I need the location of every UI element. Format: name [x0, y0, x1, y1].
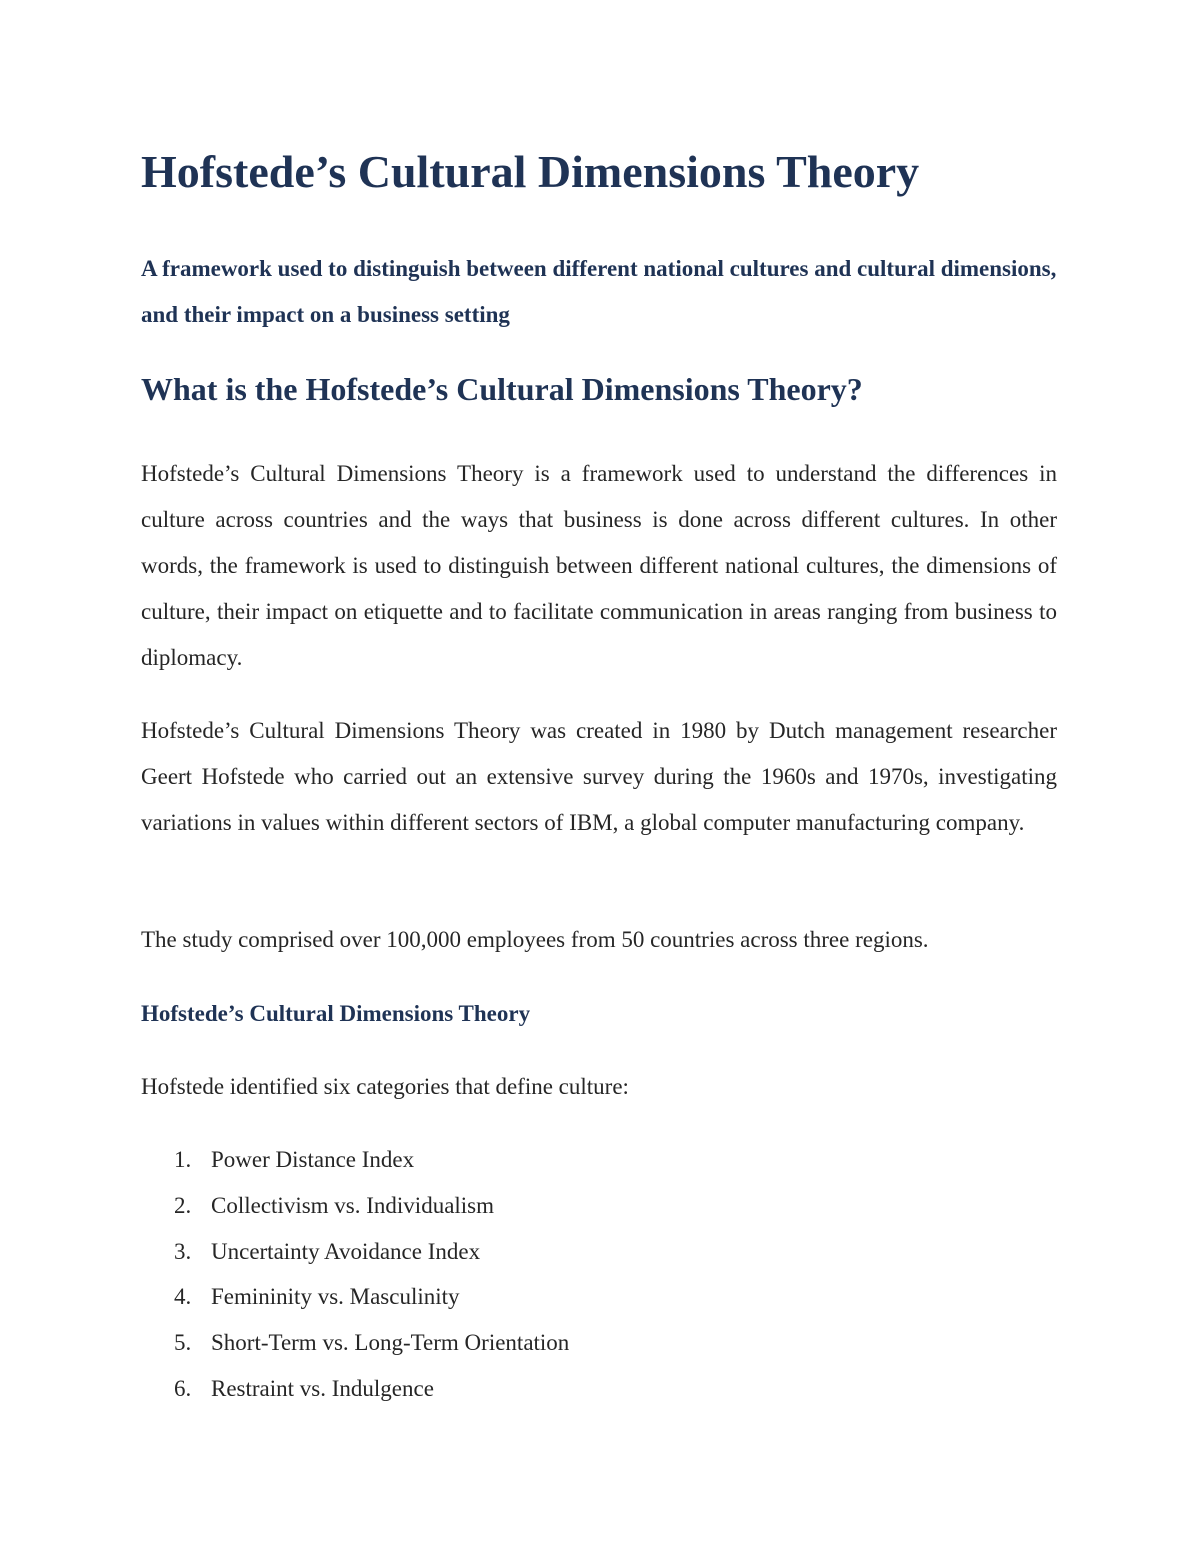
list-item-number: 3. [174, 1238, 192, 1264]
list-item-text: Short-Term vs. Long-Term Orientation [211, 1330, 570, 1356]
list-item-number: 5. [174, 1330, 192, 1356]
list-item-number: 6. [174, 1375, 192, 1401]
list-item-text: Power Distance Index [211, 1147, 415, 1172]
list-item-text: Femininity vs. Masculinity [211, 1284, 460, 1310]
subheading: Hofstede’s Cultural Dimensions Theory [141, 1001, 531, 1026]
paragraph-intro: Hofstede identified six categories that define culture: [141, 1074, 629, 1099]
paragraph-history: Hofstede’s Cultural Dimensions Theory was created in 1980 by Dutch management researcher Geert Hofstede who carried out an extensive survey during the 1960s and 1970s, investigating variations in values within different sectors of IBM, a global computer manufacturing company. [141, 718, 1057, 835]
document-title: Hofstede’s Cultural Dimensions Theory [141, 146, 920, 197]
list-item-number: 1. [174, 1147, 192, 1172]
list-item-number: 2. [174, 1192, 192, 1218]
paragraph-definition: Hofstede’s Cultural Dimensions Theory is a framework used to understand the differences in culture across countries and the ways that business is done across different cultures. In other words, the framework is used to distinguish between different national cultures, the dimensions of culture, their impact on etiquette and to facilitate communication in areas ranging from business to diplomacy. [141, 461, 1057, 670]
paragraph-study: The study comprised over 100,000 employees from 50 countries across three regions. [141, 927, 929, 952]
list-item-text: Restraint vs. Indulgence [211, 1375, 434, 1401]
list-item-text: Collectivism vs. Individualism [211, 1192, 495, 1218]
list-item-number: 4. [174, 1284, 192, 1310]
list-item-text: Uncertainty Avoidance Index [211, 1238, 481, 1264]
section-heading: What is the Hofstede’s Cultural Dimensions Theory? [141, 371, 863, 407]
document-subtitle: A framework used to distinguish between different national cultures and cultural dimensions, and their impact on a business setting [141, 256, 1057, 327]
